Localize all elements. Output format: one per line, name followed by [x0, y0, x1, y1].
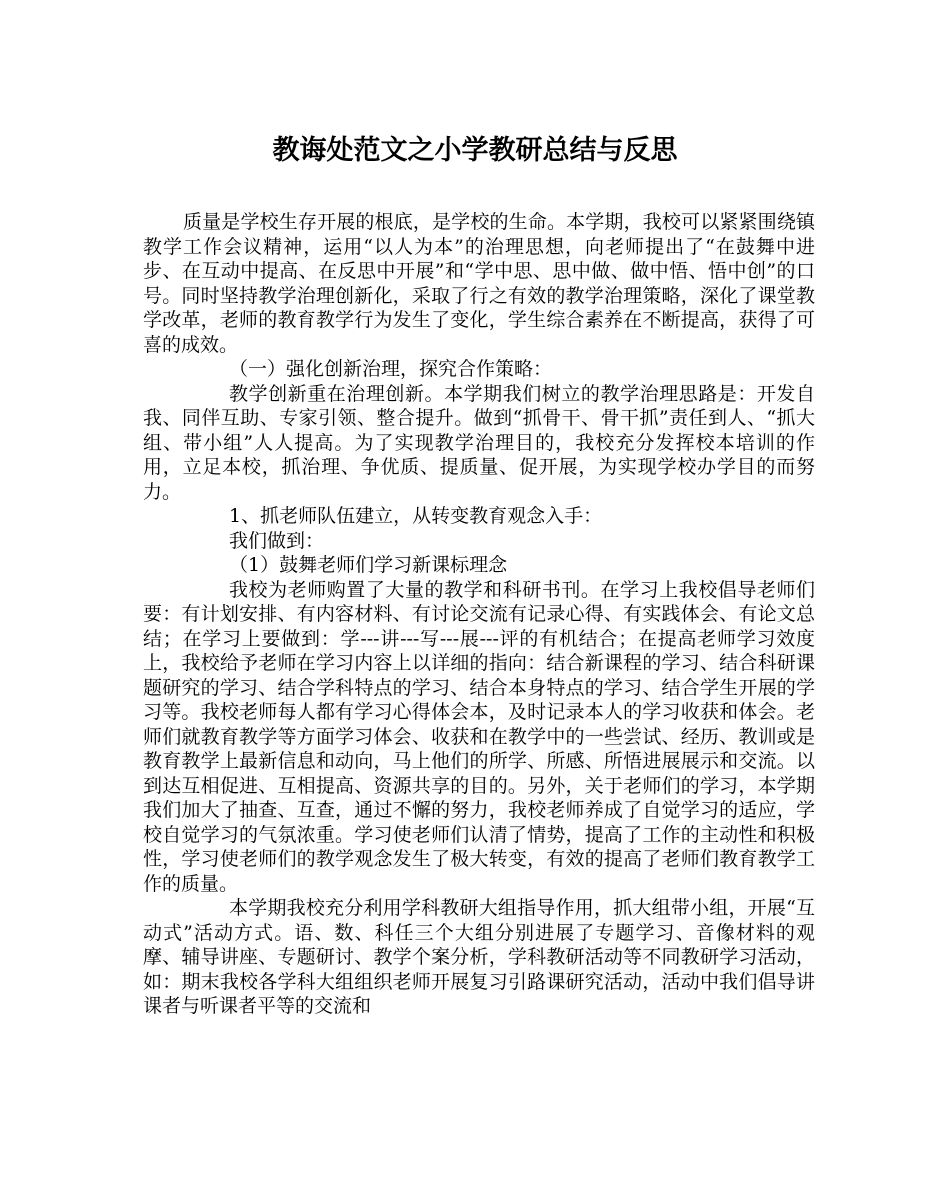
paragraph-research-groups: 本学期我校充分利用学科教研大组指导作用，抓大组带小组，开展“互动式”活动方式。语、数、科任三个大组分别进展了专题学习、音像材料的观摩、辅导讲座、专题研讨、教学个案分析，学科教研活动等不同教研学习活动，如：期末我校各学科大组组织老师开展复习引路课研究活动，活动中我们倡导讲课者与听课者平等的交流和 — [143, 897, 815, 1017]
document-body — [143, 210, 815, 1019]
subheading-new-curriculum: （1）鼓舞老师们学习新课标理念 — [229, 554, 508, 576]
subheading-teacher-team: 1、抓老师队伍建立，从转变教育观念入手： — [229, 505, 603, 527]
paragraph-study: 我校为老师购置了大量的教学和科研书刊。在学习上我校倡导老师们要：有计划安排、有内容材料、有讨论交流有记录心得、有实践体会、有论文总结；在学习上要做到：学---讲---写---展---评的有机结合；在提高老师学习效度上，我校给予老师在学习内容上以详细的指向：结合新课程的学习、结合科研课题研究的学习、结合学科特点的学习、结合本身特点的学习、结合学生开展的学习等。我校老师每人都有学习心得体会本，及时记录本人的学习收获和体会。老师们就教育教学等方面学习体会、收获和在教学中的一些尝试、经历、教训或是教育教学上最新信息和动向，马上他们的所学、所感、所悟进展展示和交流。以到达互相促进、互相提高、资源共享的目的。另外，关于老师们的学习，本学期我们加大了抽查、互查，通过不懈的努力，我校老师养成了自觉学习的适应，学校自觉学习的气氛浓重。学习使老师们认清了情势，提高了工作的主动性和积极性，学习使老师们的教学观念发生了极大转变，有效的提高了老师们教育教学工作的质量。 — [143, 578, 815, 895]
paragraph-intro: 质量是学校生存开展的根底，是学校的生命。本学期，我校可以紧紧围绕镇教学工作会议精神，运用“以人为本”的治理思想，向老师提出了“在鼓舞中进步、在互动中提高、在反思中开展”和“学中思、思中做、做中悟、悟中创”的口号。同时坚持教学治理创新化，采取了行之有效的教学治理策略，深化了课堂教学改革，老师的教育教学行为发生了变化，学生综合素养在不断提高，获得了可喜的成效。 — [143, 211, 815, 356]
paragraph-innovation: 教学创新重在治理创新。本学期我们树立的教学治理思路是：开发自我、同伴互助、专家引领、整合提升。做到“抓骨干、骨干抓”责任到人、“抓大组、带小组”人人提高。为了实现教学治理目的，我校充分发挥校本培训的作用，立足本校，抓治理、争优质、提质量、促开展，为实现学校办学目的而努力。 — [143, 382, 815, 503]
paragraph-we-do: 我们做到： — [229, 529, 325, 552]
document-title: 教诲处范文之小学教研总结与反思 — [272, 135, 678, 166]
section-heading-1: （一）强化创新治理，探究合作策略： — [229, 358, 553, 380]
